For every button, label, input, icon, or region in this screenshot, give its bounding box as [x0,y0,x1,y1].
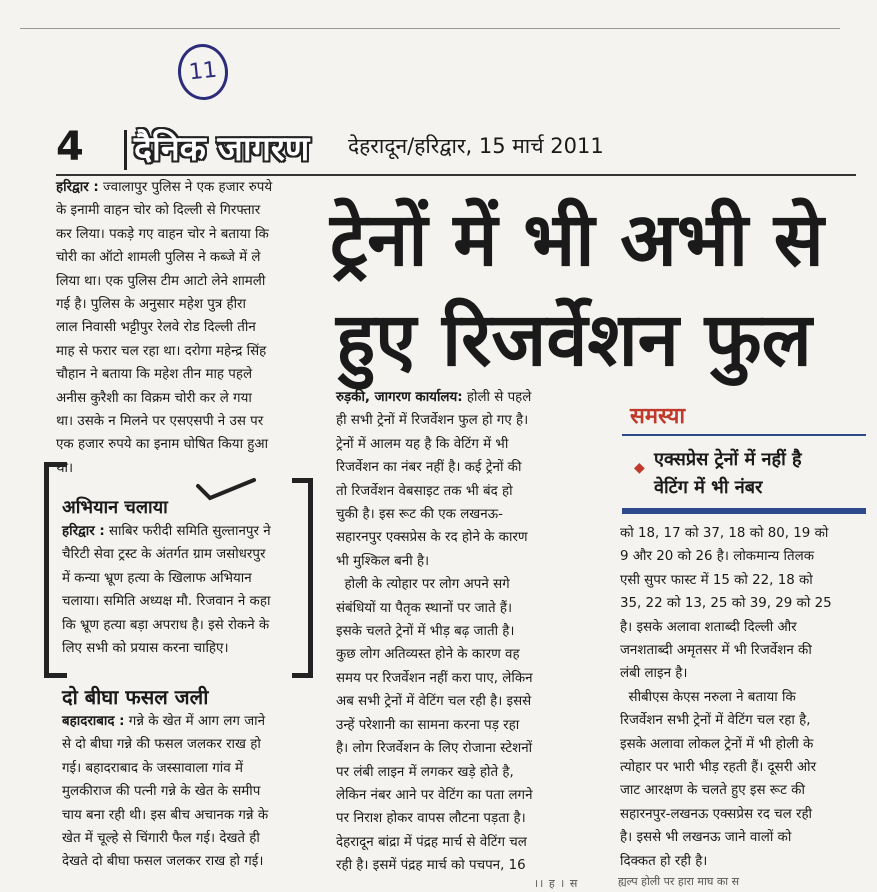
main-story-line: लेकिन नंबर आने पर वेटिंग का पता लगने [336,787,533,803]
main-story-line: है। इससे भी लखनऊ जाने वालों को [620,830,792,846]
story-vehicle-thief [56,176,306,480]
story1-line: अनीस कुरैशी का विक्रम चोरी कर ले गया [56,390,252,406]
story2-line: लिए सभी को प्रयास करना चाहिए। [62,641,229,657]
story3-line: चाय बना रही थी। इस बीच अचानक गन्ने के [62,807,269,823]
main-story-line: 35, 22 को 13, 25 को 39, 29 को 25 [620,596,832,612]
main-story-line: ट्रेनों में आलम यह है कि वेटिंग में भी [336,436,509,452]
main-story-line: चुकी है। इस रूट की एक लखनऊ- [336,507,504,523]
story1-line: के इनामी वाहन चोर को दिल्ली से गिरफ्तार [56,203,261,219]
masthead-divider [124,130,127,170]
main-story-column-2 [620,522,877,873]
story1-line: चोरी का ऑटो शामली पुलिस ने कब्जे में ले [56,250,261,266]
story3-line: गई। बहादराबाद के जस्सावाला गांव में [62,760,243,776]
main-story-line: जाट आरक्षण के चलते हुए इस रूट की [620,783,805,799]
story-campaign [62,496,308,660]
story1-line: माह से फरार चल रहा था। दरोगा महेन्द्र सिंह [56,343,267,359]
story1-dateline: हरिद्वार : [56,180,99,195]
main-story-line: पर लंबी लाइन में लगकर खड़े होते है, [336,764,514,780]
story3-line: मुलकीराज की पत्नी गन्ने के खेत के समीप [62,784,261,800]
story2-line: चैरिटी सेवा ट्रस्ट के अंतर्गत ग्राम जसोधरपुर [62,547,266,563]
sidebar-bottom-rule [622,508,866,514]
main-story-line: कुछ लोग अतिव्यस्त होने के कारण वह [336,647,520,663]
story2-line: कि भ्रूण हत्या बड़ा अपराध है। इसे रोकने के [62,617,270,633]
story3-line: से दो बीघा गन्ने की फसल जलकर राख हो [62,737,261,753]
main-story-line: समय पर रिजर्वेशन नहीं करा पाए, लेकिन [336,670,533,686]
story1-line: गई है। पुलिस के अनुसार महेश पुत्र हीरा [56,297,246,313]
main-story-line: अब सभी ट्रेनों में वेटिंग चल रही है। इससे [336,694,532,710]
main-story-line: सीबीएस केएस नरुला ने बताया कि [628,689,796,705]
main-story-line: रिजर्वेशन का नंबर नहीं है। कई ट्रेनों की [336,460,522,476]
main-headline-line1: ट्रेनों में भी अभी से [330,197,824,283]
main-story-line: तो रिजर्वेशन वेबसाइट तक भी बंद हो [336,483,513,499]
main-story-line: इसके चलते ट्रेनों में भीड़ बढ़ जाती है। [336,624,515,640]
main-headline-line2: हुए रिजर्वेशन फुल [336,297,812,383]
story1-line: लिया था। एक पुलिस टीम आटो लेने शामली [56,273,266,289]
main-story-line: उन्हें परेशानी का सामना करना पड़ रहा [336,717,520,733]
story1-line: था। उसके न मिलने पर एसएसपी ने उस पर [56,414,264,430]
sidebar-text-line1: एक्सप्रेस ट्रेनों में नहीं है [654,449,802,470]
newspaper-masthead: दैनिक जागरण [134,129,310,169]
story-crop-fire [62,684,304,874]
story1-line: चौहान ने बताया कि महेश तीन माह पहले [56,367,253,383]
story2-headline: अभियान चलाया [62,497,168,518]
story1-line: था। [56,460,74,476]
main-story-line: 9 और 20 को 26 है। लोकमान्य तिलक [620,549,814,565]
main-story-line: को 18, 17 को 37, 18 को 80, 19 को [620,526,829,541]
story1-line: कर लिया। पकड़े गए वाहन चोर ने बताया कि [56,226,269,242]
story2-line: चलाया। समिति अध्यक्ष मौ. रिजवान ने कहा [62,594,271,610]
main-story-line: देहरादून बांद्रा में पंद्रह मार्च से वेटिंग चल [336,834,527,850]
main-story-line: रिजर्वेशन सभी ट्रेनों में वेटिंग चल रहा है, [620,713,811,729]
cropped-text-fragment: ह्यल्प होली पर हारा माघ का स [618,875,740,888]
page-dateline: देहरादून/हरिद्वार, 15 मार्च 2011 [348,134,604,158]
main-story-column-1 [336,386,602,878]
main-story-line: ही सभी ट्रेनों में रिजर्वेशन फुल हो गए है। [336,413,529,429]
main-story-line: लंबी लाइन है। [620,666,688,682]
story3-line: खेत में चूल्हे से चिंगारी फैल गई। देखते ही [62,831,260,847]
main-story-line: भी मुश्किल बनी है। [336,553,430,569]
top-rule [20,28,840,29]
main-story-line: होली से पहले [466,390,532,405]
story2-line: में कन्या भ्रूण हत्या के खिलाफ अभियान [62,570,252,586]
story2-dateline: हरिद्वार : [62,524,105,539]
main-story-line: सहारनपुर-लखनऊ एक्सप्रेस रद चल रही [620,806,813,822]
main-story-line: एसी सुपर फास्ट में 15 को 22, 18 को [620,572,813,588]
main-story-line: है। इसके अलावा शताब्दी दिल्ली और [620,619,797,635]
story3-headline: दो बीघा फसल जली [62,685,209,709]
main-story-line: है। लोग रिजर्वेशन के लिए रोजाना स्टेशनों [336,741,533,757]
main-story-line: सहारनपुर एक्सप्रेस के रद होने के कारण [336,530,528,546]
story3-dateline: बहादराबाद : [62,714,125,729]
main-story-line: रही है। इसमें पंद्रह मार्च को पचपन, 16 [336,858,526,874]
main-story-line: पर निराश होकर वापस लौटना पड़ता है। [336,811,526,827]
main-story-dateline: रुड़की, जागरण कार्यालय: [336,390,463,405]
diamond-bullet-icon: ◆ [634,460,645,476]
story1-line: लाल निवासी भट्टीपुर रेलवे रोड दिल्ली तीन [56,320,256,336]
page-number: 4 [56,124,84,170]
sidebar-text [654,446,864,502]
story2-line: साबिर फरीदी समिति सुल्तानपुर ने [108,524,271,539]
main-story-line: दिक्कत हो रही है। [620,853,708,869]
main-story-line: त्योहार पर भारी भीड़ रहती हैं। दूसरी ओर [620,760,817,776]
story1-line: ज्वालापुर पुलिस ने एक हजार रुपये [102,180,273,195]
story1-line: एक हजार रुपये का इनाम घोषित किया हुआ [56,437,269,453]
sidebar-label: समस्या [630,404,686,429]
main-story-line: जनशताब्दी अमृतसर में भी रिजर्वेशन की [620,643,812,659]
main-story-line: इसके अलावा लोकल ट्रेनों में भी होली के [620,736,814,752]
story3-line: देखते दो बीघा फसल जलकर राख हो गई। [62,854,264,870]
story3-line: गन्ने के खेत में आग लग जाने [128,714,266,729]
sidebar-text-line2: वेटिंग में भी नंबर [654,477,763,498]
main-story-line: संबंधियों या पैतृक स्थानों पर जाते हैं। [336,600,513,616]
handwritten-page-mark: 11 [175,42,231,103]
main-story-line: होली के त्योहार पर लोग अपने सगे [344,577,510,593]
cropped-text-fragment: ।। ह । स [534,877,579,890]
sidebar-top-rule [622,434,866,436]
